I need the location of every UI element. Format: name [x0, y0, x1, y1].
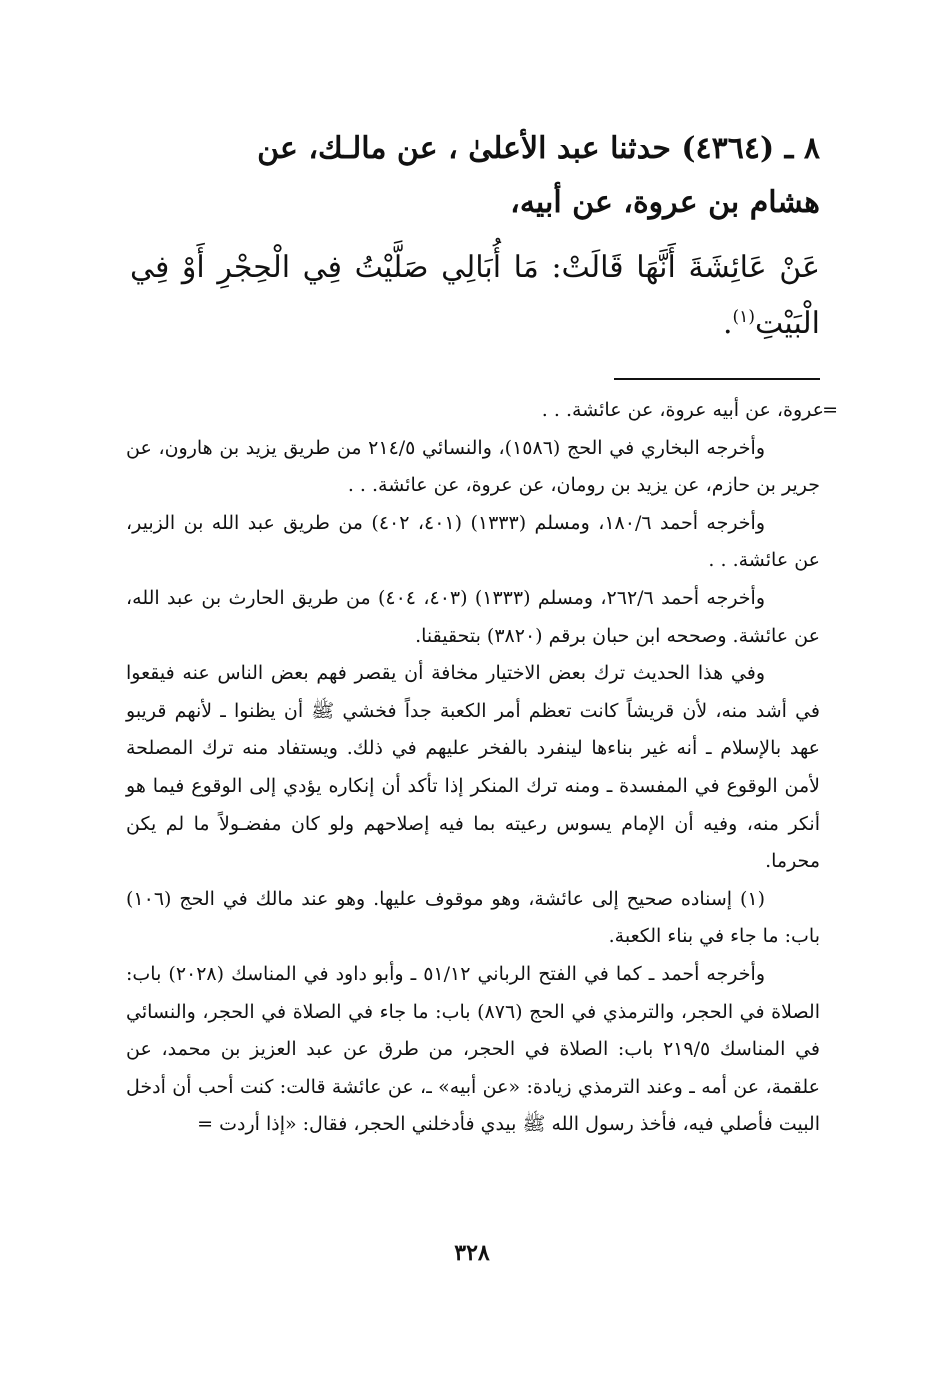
footnote-1: (١) إسناده صحيح إلى عائشة، وهو موقوف عليها. وهو عند مالك في الحج (١٠٦) باب: ما جاء في بناء الكعبة.	[126, 887, 820, 948]
footnote-takhrij-text: وأخرجه أحمد ـ كما في الفتح الرباني ٥١/١٢ ـ وأبو داود في المناسك (٢٠٢٨) باب: الصلاة في الحجر، والترمذي في الحج (٨٧٦) باب: ما جاء في الصلاة في الحجر، والنسائي في المناسك ٢١٩/٥ باب: الصلاة في الحجر، من طرق عن عبد العزيز بن محمد، عن علقمة، عن أمه ـ وعند الترمذي زيادة: «عن أبيه» ـ، عن عائشة قالت: كنت أحب أن أدخل البيت فأصلي فيه، فأخذ رسول الله ﷺ بيدي فأدخلني الحجر، فقال: «إذا أردت	[126, 962, 820, 1136]
page-number: ٣٢٨	[454, 1240, 490, 1266]
hadith-block	[130, 122, 820, 352]
isnad-line-2: هشام بن عروة، عن أبيه،	[510, 185, 820, 220]
continuation-mark-end: =	[197, 1113, 214, 1136]
footnote-paragraph-bukhari: وأخرجه البخاري في الحج (١٥٨٦)، والنسائي ٢١٤/٥ من طريق يزيد بن هارون، عن جرير بن حازم، عن يزيد بن رومان، عن عروة، عن عائشة. . .	[126, 436, 820, 497]
footnote-paragraph-ahmad-1: وأخرجه أحمد ١٨٠/٦، ومسلم (١٣٣٣) (٤٠١، ٤٠٢) من طريق عبد الله بن الزبير، عن عائشة. . .	[126, 511, 820, 572]
footnote-paragraph-ahmad-2: وأخرجه أحمد ٢٦٢/٦، ومسلم (١٣٣٣) (٤٠٣، ٤٠٤) من طريق الحارث بن عبد الله، عن عائشة. وصححه ابن حبان برقم (٣٨٢٠) بتحقيقنا.	[126, 586, 820, 647]
matn-end-mark: .	[722, 306, 733, 341]
matn-text: عَنْ عَائِشَةَ أَنَّهَا قَالَتْ: مَا أُبَالِي صَلَّيْتُ فِي الْحِجْرِ أَوْ فِي الْبَيْتِ	[130, 250, 820, 341]
footnote-continuation-text: عروة، عن أبيه عروة، عن عائشة. . .	[541, 399, 824, 421]
footnote-paragraph-takhrij	[126, 956, 820, 1144]
isnad-line-1: ٨ ـ (٤٣٦٤) حدثنا عبد الأعلىٰ ، عن مالـك، عن	[257, 131, 820, 166]
continuation-mark-start: =	[822, 399, 838, 421]
footnote-reference: (١)	[732, 307, 755, 327]
footnote-separator	[614, 378, 820, 380]
footnote-continuation	[126, 392, 838, 430]
footnotes-block	[126, 392, 838, 1144]
hadith-matn	[130, 240, 820, 352]
footnote-paragraph-commentary: وفي هذا الحديث ترك بعض الاختيار مخافة أن يقصر فهم بعض الناس عنه فيقعوا في أشد منه، لأن قريشاً كانت تعظم أمر الكعبة جداً فخشي ﷺ أن يظنوا ـ لأنهم قريبو عهد بالإسلام ـ أنه غير بناءها لينفرد بالفخر عليهم في ذلك. ويستفاد منه ترك المصلحة لأمن الوقوع في المفسدة ـ ومنه ترك المنكر إذا تأكد أن إنكاره يؤدي إلى الوقوع فيما هو أنكر منه، وفيه أن الإمام يسوس رعيته بما فيه إصلاحهم ولو كان مفضـولاً ما لم يكن محرما.	[126, 662, 820, 873]
